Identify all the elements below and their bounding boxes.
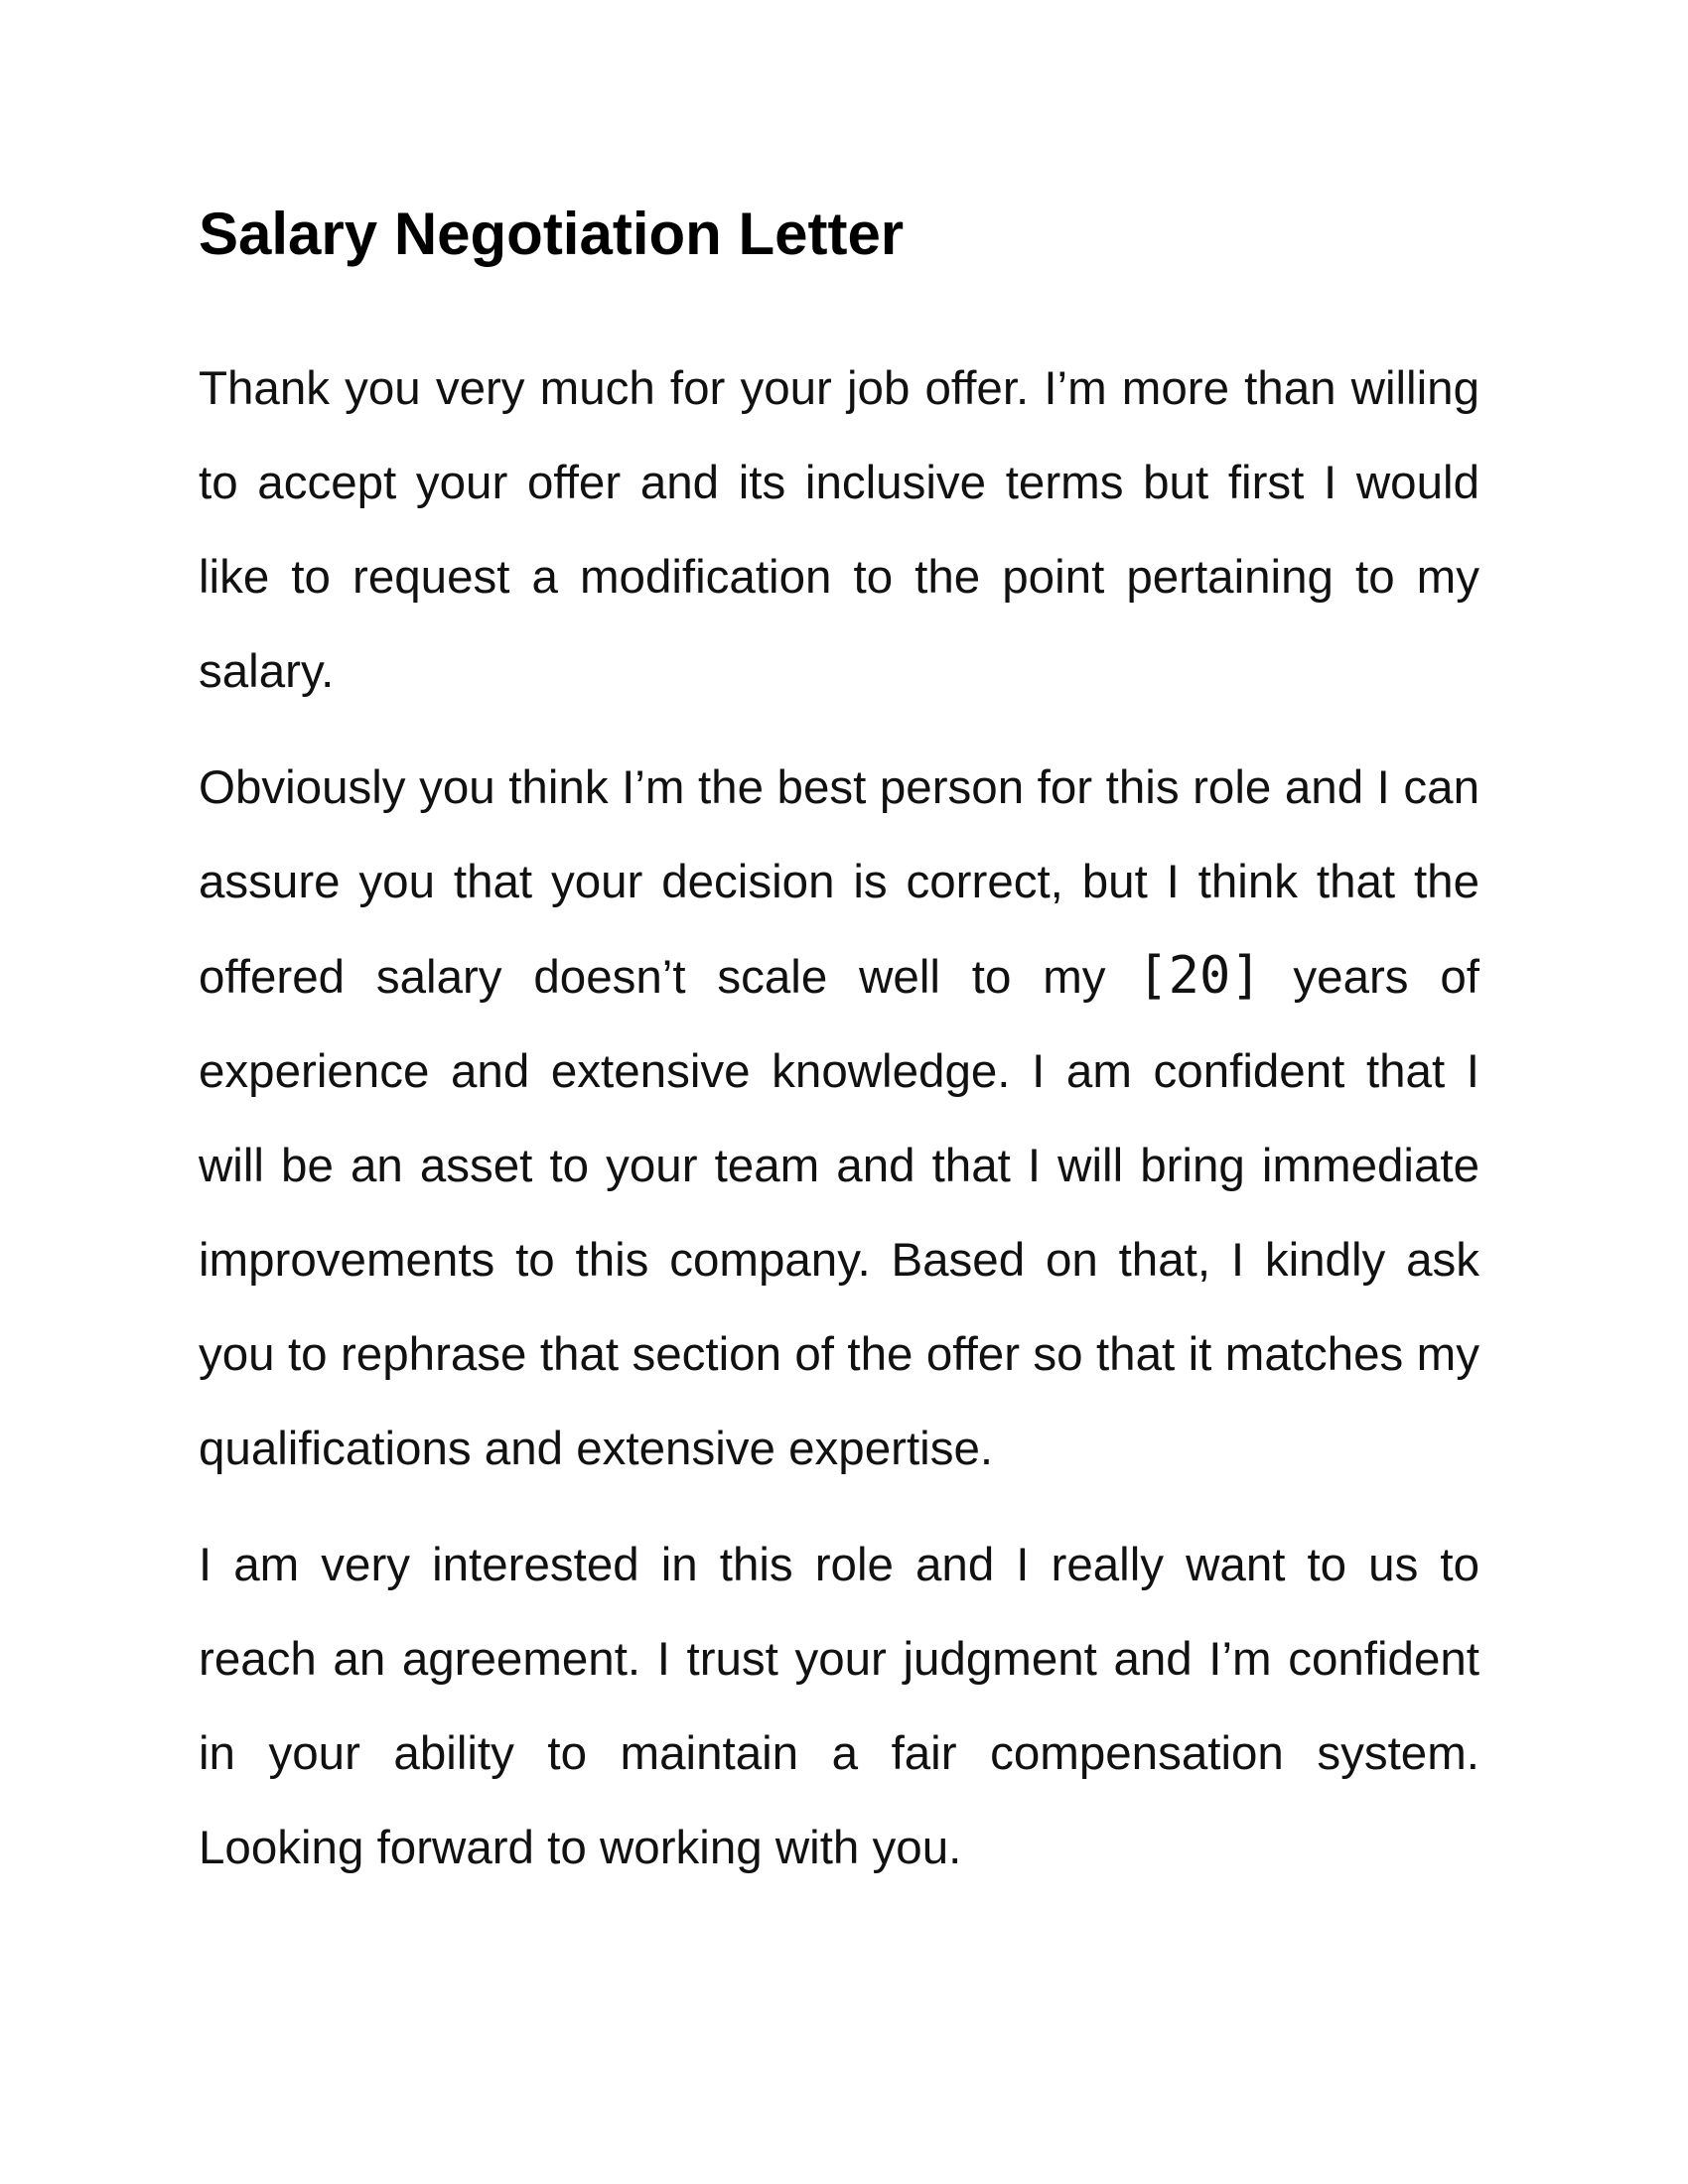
paragraph-salary-request-start: Obviously you think I’m the best person for this role and I can assure you that your decision is correct, but I think that the offered salary doesn’t scale well to my [199,761,1479,1004]
paragraph-thank-you: Thank you very much for your job offer. I’m more than willing to accept your offer and its inclusive terms but first I would like to request a modification to the point pertaining to my salary. [199,362,1479,698]
page-title: Salary Negotiation Letter [199,201,905,267]
paragraph-salary-request [199,741,1479,1496]
letter-content [199,189,1479,1917]
paragraph-closing: I am very interested in this role and I really want to us to reach an agreement. I trust your judgment and I’m confident in your ability to maintain a fair compensation system. Looking forward to working with you. [199,1539,1479,1874]
paragraph-salary-request-end: years of experience and extensive knowledge. I am confident that I will be an asset to your team and that I will bring immediate improvements to this company. Based on that, I kindly ask you to rephrase that section of the offer so that it matches my qualifications and extensive expertise. [199,951,1479,1475]
years-placeholder: [20] [1137,946,1262,1006]
